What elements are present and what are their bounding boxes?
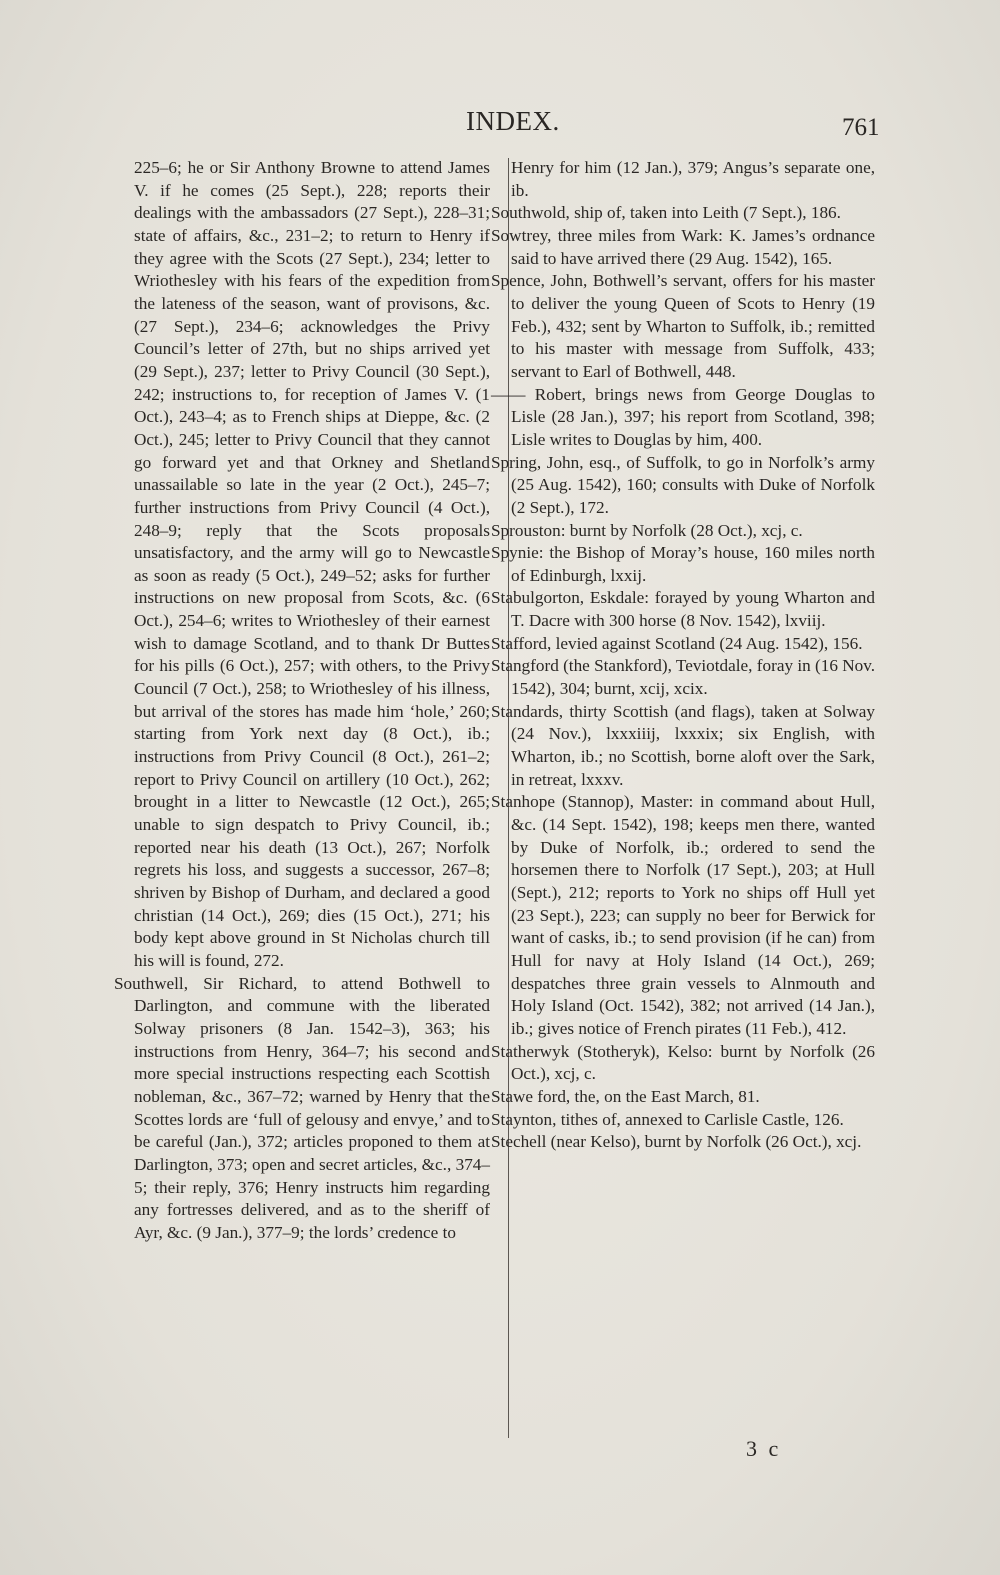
index-entry: Stangford (the Stankford), Teviotdale, foray in (16 Nov. 1542), 304; burnt, xcij, xcix. [491,656,875,699]
index-entry: Standards, thirty Scottish (and flags), taken at Solway (24 Nov.), lxxxiiij, lxxxix; six English, with Wharton, ib.; no Scottish, borne aloft over the Sark, in retreat, lxxxv. [491,701,875,789]
index-entry: Southwell, Sir Richard, to attend Bothwell to Darlington, and commune with the liberated Solway prisoners (8 Jan. 1542–3), 363; his instructions from Henry, 364–7; his second and more special instructions respecting each Scottish nobleman, &c., 367–72; warned by Henry that the Scottes lords are ‘full of gelousy and envye,’ and to be careful (Jan.), 372; articles proponed to them at Darlington, 373; open and secret articles, &c., 374–5; their reply, 376; Henry instructs him regarding any fortresses delivered, and as to the sheriff of Ayr, &c. (9 Jan.), 377–9; the lords’ credence to [114,973,490,1242]
left-column [114,157,490,1245]
index-entry: Sprouston: burnt by Norfolk (28 Oct.), xcj, c. [491,520,803,540]
index-entry: Spence, John, Bothwell’s servant, offers for his master to deliver the young Queen of Scots to Henry (19 Feb.), 432; sent by Wharton to Suffolk, ib.; remitted to his master with message from Suffolk, 433; servant to Earl of Bothwell, 448. [491,271,875,381]
index-entry: Spring, John, esq., of Suffolk, to go in Norfolk’s army (25 Aug. 1542), 160; consults with Duke of Norfolk (2 Sept.), 172. [491,452,875,517]
index-entry: Henry for him (12 Jan.), 379; Angus’s separate one, ib. [511,158,875,200]
right-column [491,157,875,1154]
index-entry: Stanhope (Stannop), Master: in command about Hull, &c. (14 Sept. 1542), 198; keeps men there, wanted by Duke of Norfolk, ib.; ordered to send the horsemen there to Norfolk (17 Sept.), 203; at Hull (Sept.), 212; reports to York no ships off Hull yet (23 Sept.), 223; can supply no beer for Berwick for want of casks, ib.; to send provision (if he can) from Hull for navy at Holy Island (14 Oct.), 269; despatches three grain vessels to Alnmouth and Holy Island (Oct. 1542), 382; not arrived (14 Jan.), ib.; gives notice of French pirates (11 Feb.), 412. [491,792,875,1038]
index-entry: —— Robert, brings news from George Douglas to Lisle (28 Jan.), 397; his report from Scotland, 398; Lisle writes to Douglas by him, 400. [491,384,875,449]
index-entry: Southwold, ship of, taken into Leith (7 Sept.), 186. [491,203,841,223]
index-entry: Stabulgorton, Eskdale: forayed by young Wharton and T. Dacre with 300 horse (8 Nov. 1542), lxviij. [491,588,875,631]
signature-mark: 3 c [746,1436,782,1461]
index-entry: Staynton, tithes of, annexed to Carlisle Castle, 126. [491,1109,844,1129]
page-title: INDEX. [466,106,560,136]
index-entry: Spynie: the Bishop of Moray’s house, 160 miles north of Edinburgh, lxxij. [491,543,875,585]
index-entry: Statherwyk (Stotheryk), Kelso: burnt by Norfolk (26 Oct.), xcj, c. [491,1041,875,1084]
page-number: 761 [842,114,880,141]
index-entry: Sowtrey, three miles from Wark: K. James’s ordnance said to have arrived there (29 Aug. 1542), 165. [491,225,875,268]
index-entry: Stawe ford, the, on the East March, 81. [491,1086,760,1106]
index-entry: Stafford, levied against Scotland (24 Aug. 1542), 156. [491,633,863,653]
running-head [0,106,1000,146]
index-entry: 225–6; he or Sir Anthony Browne to attend James V. if he comes (25 Sept.), 228; reports their dealings with the ambassadors (27 Sept.), 228–31; state of affairs, &c., 231–2; to return to Henry if they agree with the Scots (27 Sept.), 234; letter to Wriothesley with his fears of the expedition from the lateness of the season, want of provisons, &c. (27 Sept.), 234–6; acknowledges the Privy Council’s letter of 27th, but no ships arrived yet (29 Sept.), 237; letter to Privy Council (30 Sept.), 242; instructions to, for reception of James V. (1 Oct.), 243–4; as to French ships at Dieppe, &c. (2 Oct.), 245; letter to Privy Council that they cannot go forward yet and that Orkney and Shetland unassailable so late in the year (2 Oct.), 245–7; further instructions from Privy Council (4 Oct.), 248–9; reply that the Scots proposals unsatisfactory, and the army will go to Newcastle as soon as ready (5 Oct.), 249–52; asks for further instructions on new proposal from Scots, &c. (6 Oct.), 254–6; writes to Wriothesley of their earnest wish to damage Scotland, and to thank Dr Buttes for his pills (6 Oct.), 257; with others, to the Privy Council (7 Oct.), 258; to Wriothesley of his illness, but arrival of the stores has made him ‘hole,’ 260; starting from York next day (8 Oct.), ib.; instructions from Privy Council (8 Oct.), 261–2; report to Privy Council on artillery (10 Oct.), 262; brought in a litter to Newcastle (12 Oct.), 265; unable to sign despatch to Privy Council, ib.; reported near his death (13 Oct.), 267; Norfolk regrets his loss, and suggests a successor, 267–8; shriven by Bishop of Durham, and declared a good christian (14 Oct.), 269; dies (15 Oct.), 271; his body kept above ground in St Nicholas church till his will is found, 272. [134,158,490,970]
index-entry: Stechell (near Kelso), burnt by Norfolk (26 Oct.), xcj. [491,1132,862,1152]
